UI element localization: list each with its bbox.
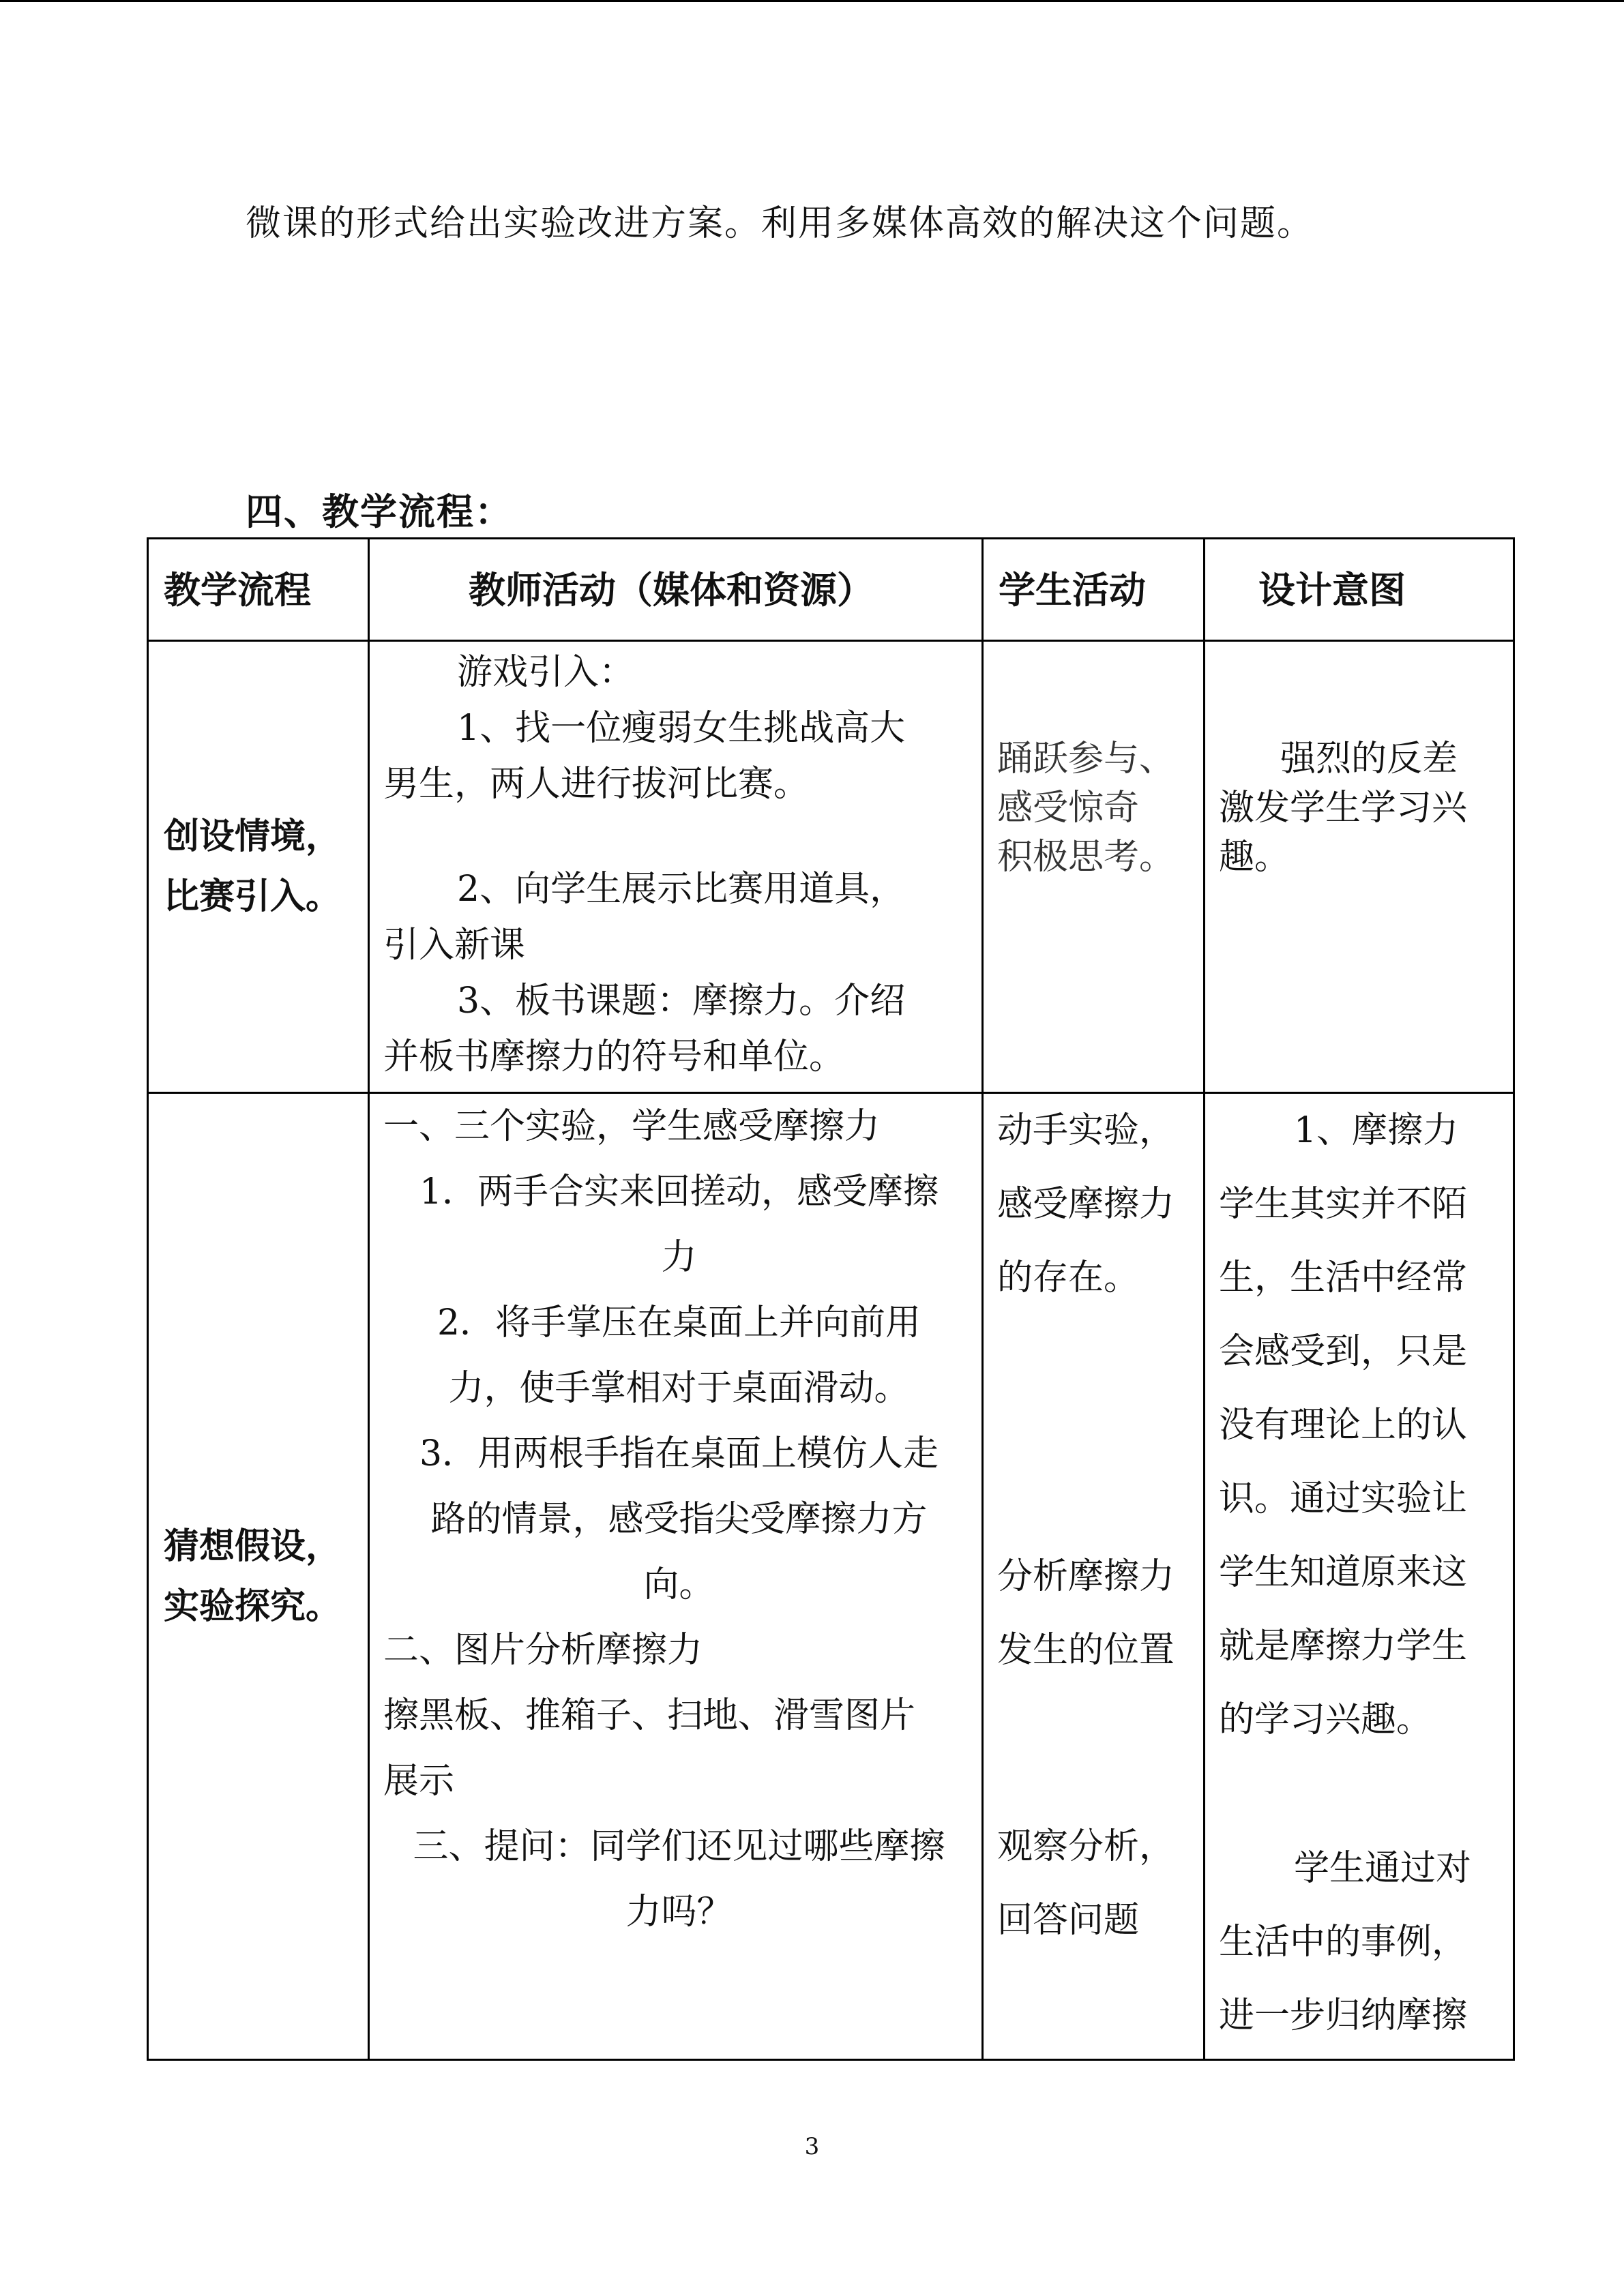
stage-cell: 创设情境， 比赛引入。 xyxy=(148,641,369,1093)
design-intent-cell: 1、摩擦力 学生其实并不陌 生，生活中经常 会感受到，只是 没有理论上的认 识。通过实验让 学生知道原来这 就是摩擦力学生 的学习兴趣。 学生通过对 生活中的事例， 进一步归纳摩擦 xyxy=(1205,1093,1514,2060)
table-header-row xyxy=(148,539,1514,641)
student-activity-cell: 踊跃参与、 感受惊奇 积极思考。 xyxy=(983,641,1205,1093)
intro-paragraph: 微课的形式给出实验改进方案。利用多媒体高效的解决这个问题。 xyxy=(246,203,1314,244)
student-activity-cell: 动手实验， 感受摩擦力 的存在。 分析摩擦力 发生的位置 观察分析， 回答问题 xyxy=(983,1093,1205,2060)
header-stage: 教学流程 xyxy=(148,539,369,641)
teacher-activity-cell: 一、三个实验，学生感受摩擦力 1．两手合实来回搓动，感受摩擦 力 2．将手掌压在桌面上并向前用 力，使手掌相对于桌面滑动。 3．用两根手指在桌面上模仿人走 路的情景，感受指尖受摩擦力方 向。 二、图片分析摩擦力 擦黑板、推箱子、扫地、滑雪图片 展示 三、提问：同学们还见过哪些摩擦 力吗？ xyxy=(369,1093,983,2060)
stage-cell: 猜想假设， 实验探究。 xyxy=(148,1093,369,2060)
page-number: 3 xyxy=(804,2133,820,2160)
teaching-flow-table xyxy=(147,537,1515,2061)
design-intent-cell: 强烈的反差 激发学生学习兴 趣。 xyxy=(1205,641,1514,1093)
header-teacher-activity: 教师活动（媒体和资源） xyxy=(369,539,983,641)
table-row xyxy=(148,641,1514,1093)
teacher-activity-cell: 游戏引入： 1、找一位瘦弱女生挑战高大 男生，两人进行拔河比赛。 2、向学生展示比赛用道具， 引入新课 3、板书课题：摩擦力。介绍 并板书摩擦力的符号和单位。 xyxy=(369,641,983,1093)
table-row xyxy=(148,1093,1514,2060)
header-design-intent: 设计意图 xyxy=(1205,539,1514,641)
top-border-line xyxy=(0,0,1624,2)
header-student-activity: 学生活动 xyxy=(983,539,1205,641)
section-heading: 四、教学流程： xyxy=(246,490,513,533)
